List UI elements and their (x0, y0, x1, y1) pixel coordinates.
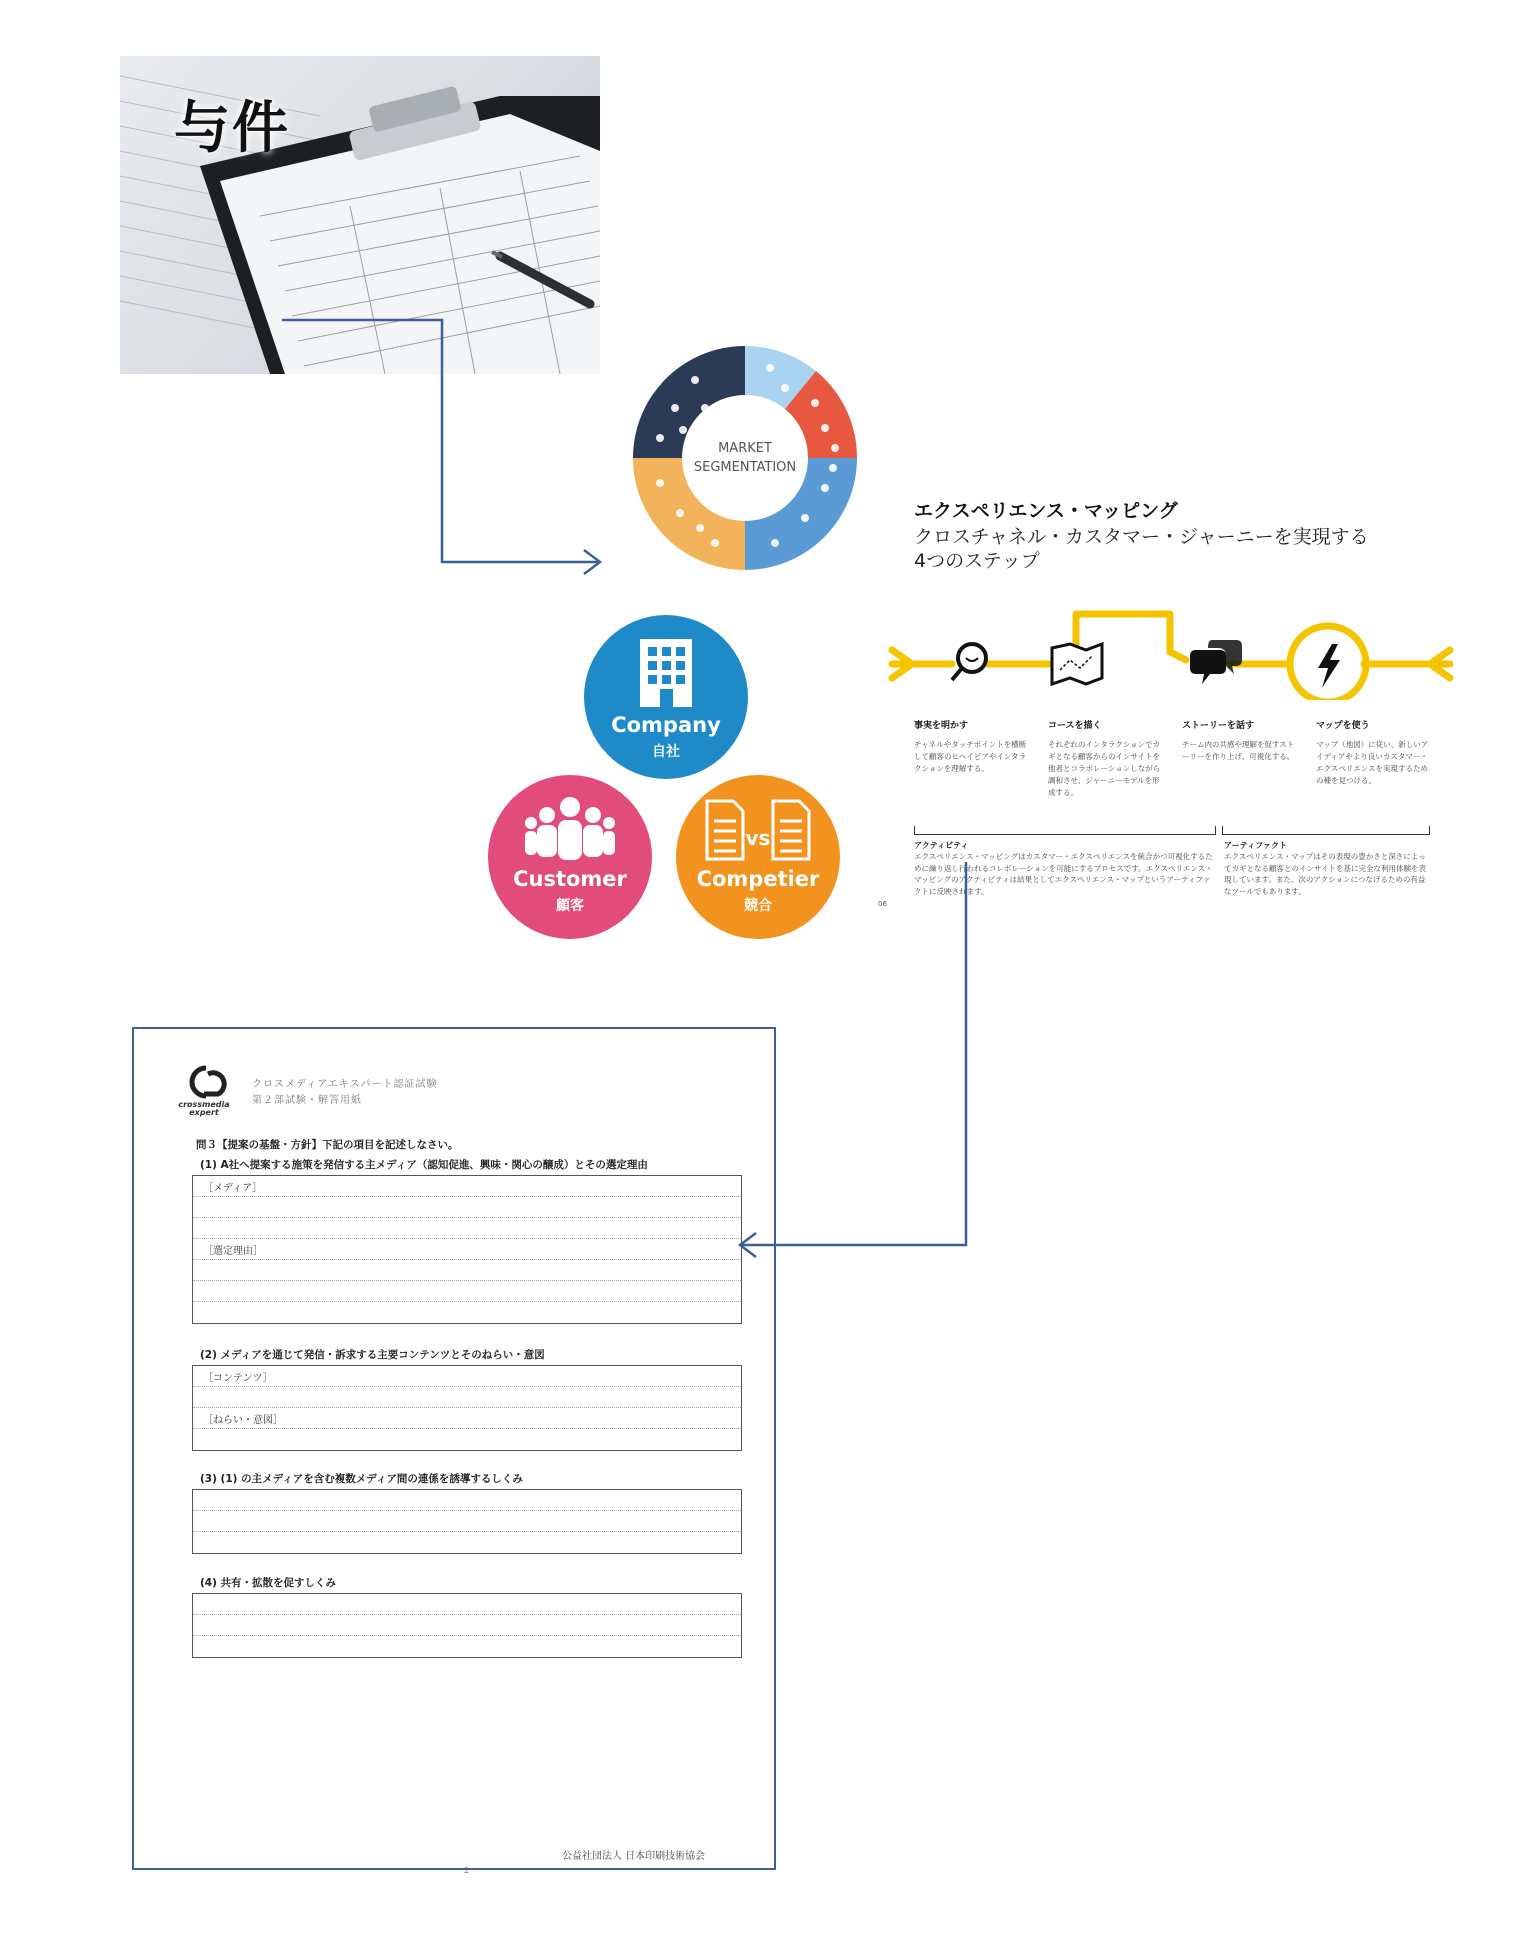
segmentation-line1: MARKET (718, 441, 772, 456)
answer-line[interactable] (193, 1302, 741, 1323)
lightning-icon (1318, 644, 1340, 688)
experience-mapping-subtitle-line2: 4つのステップ (914, 550, 1040, 572)
answer-line[interactable] (193, 1429, 741, 1450)
clipboard-photo (120, 56, 600, 374)
customer-label-en: Customer (513, 867, 627, 891)
artifact-note (1224, 840, 1430, 897)
answer-line[interactable] (193, 1490, 741, 1511)
answer-box-3 (192, 1489, 742, 1554)
step-1-body: チャネルやタッチポイントを横断して顧客のヒヘイピアやインタラクションを理解する。 (914, 740, 1027, 773)
experience-mapping-subtitle-line1: クロスチャネル・カスタマー・ジャーニーを実現する (914, 526, 1369, 548)
sheet-page-number: 2 (464, 1866, 470, 1875)
answer-line[interactable] (193, 1636, 741, 1657)
logo-text: crossmedia expert (178, 1100, 230, 1117)
answer-box-1 (192, 1175, 742, 1324)
exam-name: クロスメディアエキスパート認証試験 (252, 1079, 438, 1090)
artifact-title: アーティファクト (1224, 841, 1287, 850)
answer-line[interactable] (193, 1532, 741, 1553)
question-3-1: (1) A社へ提案する施策を発信する主メディア（認知促進、興味・関心の醸成）とその選定理由 (200, 1159, 648, 1171)
activity-note (914, 840, 1216, 897)
answer-line[interactable] (193, 1281, 741, 1302)
artifact-body: エクスペリエンス・マップはその表現の豊かさと深さによってカギとなる顧客とのインサイトを基に完全な利用体験を表現しています。また、次のアクションにつなげるための有益なツールでもあります。 (1224, 852, 1426, 896)
activity-title: アクティビティ (914, 841, 969, 850)
answer-line[interactable] (193, 1218, 741, 1239)
customer-circle (488, 775, 652, 939)
people-group-icon (525, 793, 615, 863)
answer-line[interactable] (193, 1511, 741, 1532)
competitor-label-en: Competier (696, 867, 820, 891)
answer-line[interactable] (193, 1594, 741, 1615)
activity-body: エクスペリエンス・マッピングはカスタマー・エクスペリエンスを統合かつ可視化するために繰り返し行われるコレボレーションを可能にするプロセスです。エクスペリエンス・マッピングのアクティビティは結果としてエクスペリエンス・マップというアーティファクトに反映されます。 (914, 852, 1213, 896)
step-1-title: 事実を明かす (914, 721, 969, 731)
label-contents: ［コンテンツ］ (193, 1366, 741, 1387)
customer-label-jp: 顧客 (556, 898, 584, 914)
market-segmentation-ring (600, 320, 900, 600)
magnifier-icon (952, 644, 986, 680)
segmentation-line2: SEGMENTATION (693, 460, 797, 475)
artifact-bracket (1222, 826, 1430, 835)
arrowhead-right (584, 550, 600, 574)
photo-title: 与件 (174, 96, 290, 161)
activity-bracket (914, 826, 1216, 835)
step-3-body: チーム内の共感や理解を促すストーリーを作り上げ、可視化する。 (1182, 740, 1295, 761)
company-label-en: Company (611, 713, 721, 737)
svg-text:vs: vs (745, 826, 771, 850)
answer-line[interactable] (193, 1260, 741, 1281)
question-3-3: (3) (1) の主メディアを含む複数メディア間の連係を誘導するしくみ (200, 1473, 523, 1485)
step-4-body: マップ（地図）に従い、新しいアイディアやより良いカスタマー・エクスペリエンスを実現するための種を見つける。 (1316, 740, 1429, 785)
speech-bubbles-icon (1190, 640, 1242, 684)
answer-box-4 (192, 1593, 742, 1658)
experience-mapping-page-number: 06 (878, 900, 887, 908)
exam-answer-sheet (132, 1027, 776, 1870)
label-media: ［メディア］ (193, 1176, 741, 1197)
step-3-title: ストーリーを話す (1182, 721, 1255, 731)
experience-mapping-title: エクスペリエンス・マッピング (914, 500, 1178, 522)
map-icon (1052, 644, 1102, 684)
label-reason: ［選定理由］ (193, 1239, 741, 1260)
answer-line[interactable] (193, 1387, 741, 1408)
sheet-footer: 公益社団法人 日本印刷技術協会 (562, 1851, 706, 1862)
company-circle (584, 615, 748, 779)
label-aim: ［ねらい・意図］ (193, 1408, 741, 1429)
step-2-body: それぞれのインタラクションでカギとなる顧客からのインサイトを他者とコラボレーションしながら調和させ、ジャーニーモデルを形成する。 (1048, 740, 1161, 797)
journey-path (880, 600, 1460, 700)
exam-subtitle: 第２部試験・解答用紙 (252, 1095, 362, 1106)
step-1 (914, 718, 1032, 775)
competitor-circle (676, 775, 840, 939)
building-icon (636, 637, 696, 709)
documents-vs-icon (703, 797, 813, 863)
step-3 (1182, 718, 1300, 763)
answer-line[interactable] (193, 1197, 741, 1218)
question-3-2: (2) メディアを通じて発信・訴求する主要コンテンツとそのねらい・意図 (200, 1349, 545, 1361)
step-4 (1316, 718, 1434, 787)
question-3-4: (4) 共有・拡散を促すしくみ (200, 1577, 337, 1589)
step-2 (1048, 718, 1166, 799)
answer-box-2 (192, 1365, 742, 1451)
step-2-title: コースを描く (1048, 721, 1102, 731)
step-4-title: マップを使う (1316, 721, 1370, 731)
company-label-jp: 自社 (652, 744, 680, 760)
competitor-label-jp: 競合 (744, 898, 772, 914)
question-3-heading: 問３【提案の基盤・方針】下記の項目を記述しなさい。 (196, 1139, 459, 1151)
answer-line[interactable] (193, 1615, 741, 1636)
